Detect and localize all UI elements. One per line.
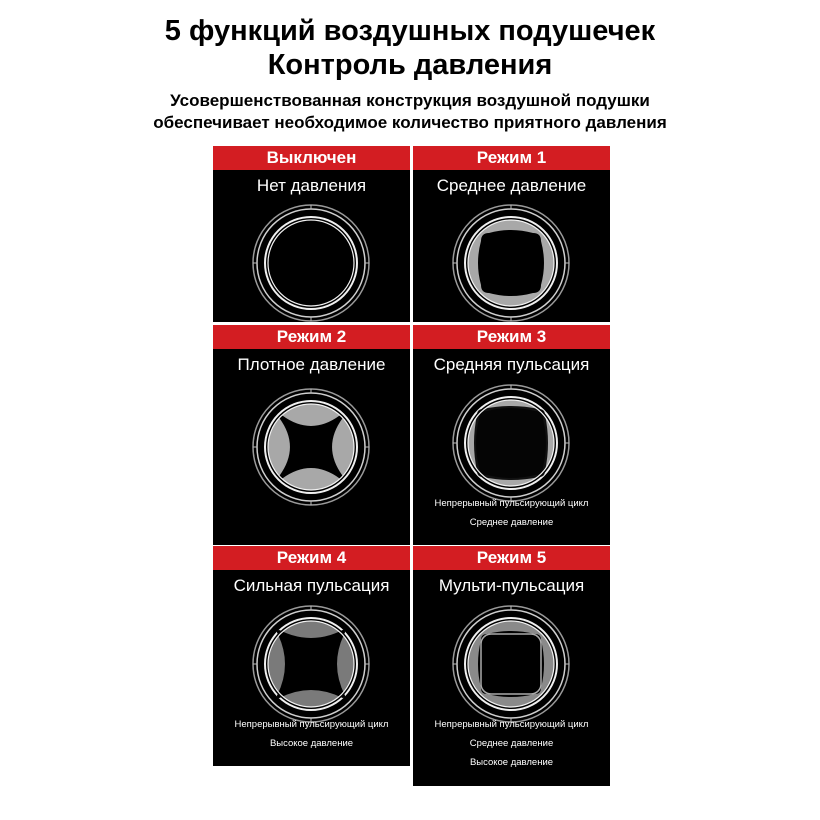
page-title: 5 функций воздушных подушечек	[164, 15, 656, 47]
mode-panel-3	[413, 325, 610, 545]
panel-body	[213, 349, 410, 545]
page-title-line2: Контроль давления	[267, 49, 553, 81]
mode-notes	[413, 715, 610, 772]
mode-panel-4	[213, 546, 410, 766]
mode-description: Сильная пульсация	[233, 576, 390, 595]
open-area	[279, 632, 343, 696]
note-line: Непрерывный пульсирующий цикл	[234, 719, 389, 730]
note-line: Высокое давление	[469, 757, 554, 768]
mode-description: Мульти-пульсация	[438, 576, 585, 595]
panel-body	[413, 570, 610, 786]
mode-panel-5	[413, 546, 610, 786]
note-line: Непрерывный пульсирующий цикл	[434, 498, 589, 509]
cushion-diagram-icon	[451, 383, 571, 503]
note-line: Среднее давление	[469, 517, 554, 528]
mode-label: Режим 2	[213, 325, 410, 349]
mode-label: Выключен	[213, 146, 410, 170]
mode-panel-off	[213, 146, 410, 322]
panel-body	[213, 170, 410, 322]
subtitle-line2: обеспечивает необходимое количество приятного давления	[153, 113, 667, 132]
mode-label: Режим 4	[213, 546, 410, 570]
subtitle: Усовершенствованная конструкция воздушной подушки	[170, 91, 650, 110]
open-area	[281, 417, 341, 477]
open-area	[478, 631, 544, 697]
cushion-diagram-icon	[251, 387, 371, 507]
mode-notes	[413, 494, 610, 532]
panel-body	[413, 349, 610, 545]
cushion-diagram-icon	[251, 604, 371, 724]
mode-description: Среднее давление	[436, 176, 587, 195]
cushion-diagram-icon	[251, 203, 371, 323]
note-line: Высокое давление	[269, 738, 354, 749]
open-area	[478, 230, 544, 296]
cushion-diagram-icon	[451, 604, 571, 724]
mode-label: Режим 1	[413, 146, 610, 170]
mode-notes	[213, 715, 410, 753]
mode-description: Нет давления	[256, 176, 367, 195]
note-line: Непрерывный пульсирующий цикл	[434, 719, 589, 730]
mode-panel-1	[413, 146, 610, 322]
mode-label: Режим 5	[413, 546, 610, 570]
mode-panel-2	[213, 325, 410, 545]
mode-description: Средняя пульсация	[433, 355, 590, 374]
note-line: Среднее давление	[469, 738, 554, 749]
mode-label: Режим 3	[413, 325, 610, 349]
cushion-diagram-icon	[451, 203, 571, 323]
open-area	[474, 406, 548, 480]
mode-description: Плотное давление	[237, 355, 386, 374]
panel-body	[213, 570, 410, 766]
panel-body	[413, 170, 610, 322]
